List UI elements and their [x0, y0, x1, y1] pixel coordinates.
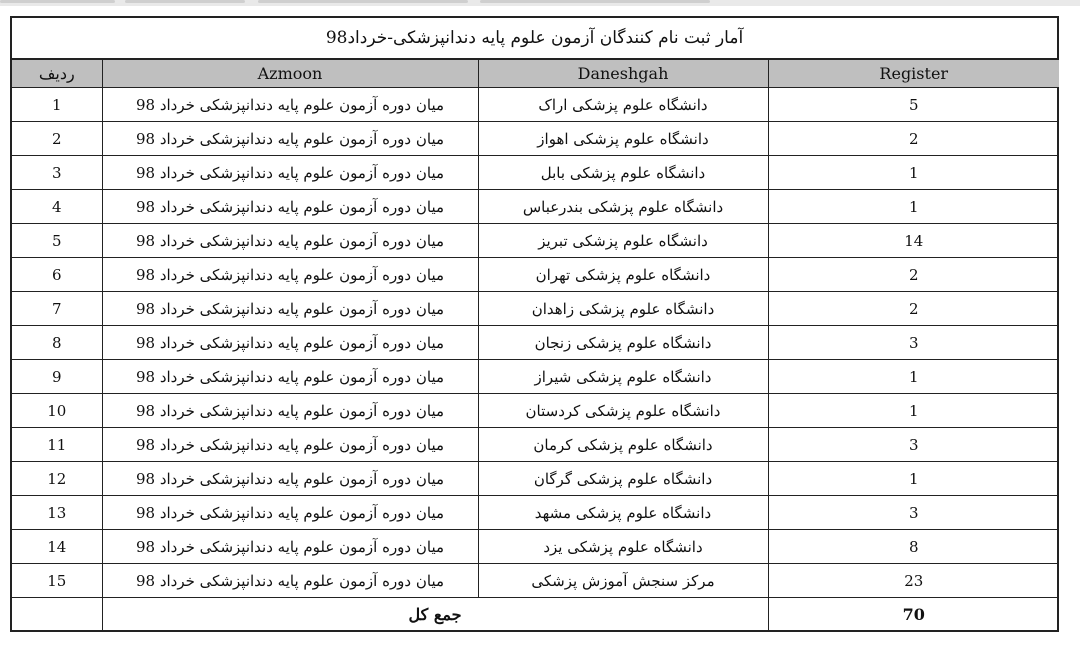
cell-radif: 2 [12, 122, 102, 156]
cell-radif: 8 [12, 326, 102, 360]
cell-azmoon: میان دوره آزمون علوم پایه دندانپزشکی خرداد 98 [102, 394, 478, 428]
cell-radif: 5 [12, 224, 102, 258]
cell-azmoon: میان دوره آزمون علوم پایه دندانپزشکی خرداد 98 [102, 564, 478, 598]
cell-register: 3 [768, 428, 1059, 462]
cell-azmoon: میان دوره آزمون علوم پایه دندانپزشکی خرداد 98 [102, 190, 478, 224]
registration-stats-sheet [10, 16, 1059, 632]
cell-daneshgah: دانشگاه علوم پزشکی تبریز [478, 224, 768, 258]
table-row [12, 122, 1059, 156]
column-header-radif: ردیف [12, 60, 102, 88]
cell-daneshgah: دانشگاه علوم پزشکی گرگان [478, 462, 768, 496]
cell-daneshgah: دانشگاه علوم پزشکی یزد [478, 530, 768, 564]
cell-register: 8 [768, 530, 1059, 564]
total-value: 70 [768, 598, 1059, 632]
cell-daneshgah: دانشگاه علوم پزشکی زنجان [478, 326, 768, 360]
table-row [12, 258, 1059, 292]
cell-azmoon: میان دوره آزمون علوم پایه دندانپزشکی خرداد 98 [102, 326, 478, 360]
cell-daneshgah: دانشگاه علوم پزشکی شیراز [478, 360, 768, 394]
cell-register: 14 [768, 224, 1059, 258]
table-row [12, 292, 1059, 326]
cell-register: 1 [768, 394, 1059, 428]
cell-radif: 13 [12, 496, 102, 530]
cell-daneshgah: مرکز سنجش آموزش پزشکی [478, 564, 768, 598]
cell-radif: 15 [12, 564, 102, 598]
table-row [12, 428, 1059, 462]
cell-azmoon: میان دوره آزمون علوم پایه دندانپزشکی خرداد 98 [102, 360, 478, 394]
table-row [12, 360, 1059, 394]
cell-radif: 3 [12, 156, 102, 190]
table-row [12, 224, 1059, 258]
cell-radif: 11 [12, 428, 102, 462]
registration-table [12, 60, 1059, 631]
cell-azmoon: میان دوره آزمون علوم پایه دندانپزشکی خرداد 98 [102, 88, 478, 122]
cell-register: 2 [768, 292, 1059, 326]
total-empty-cell [12, 598, 102, 632]
strip-segment [0, 0, 115, 3]
cell-azmoon: میان دوره آزمون علوم پایه دندانپزشکی خرداد 98 [102, 292, 478, 326]
column-header-azmoon: Azmoon [102, 60, 478, 88]
cell-daneshgah: دانشگاه علوم پزشکی اراک [478, 88, 768, 122]
cell-azmoon: میان دوره آزمون علوم پایه دندانپزشکی خرداد 98 [102, 258, 478, 292]
table-row [12, 190, 1059, 224]
table-row [12, 326, 1059, 360]
cell-azmoon: میان دوره آزمون علوم پایه دندانپزشکی خرداد 98 [102, 462, 478, 496]
table-title: آمار ثبت نام کنندگان آزمون علوم پایه دندانپزشکی-خرداد98 [12, 18, 1057, 60]
cell-daneshgah: دانشگاه علوم پزشکی کرمان [478, 428, 768, 462]
cell-azmoon: میان دوره آزمون علوم پایه دندانپزشکی خرداد 98 [102, 496, 478, 530]
cell-daneshgah: دانشگاه علوم پزشکی کردستان [478, 394, 768, 428]
cell-register: 5 [768, 88, 1059, 122]
cell-register: 1 [768, 156, 1059, 190]
table-row [12, 462, 1059, 496]
cell-register: 1 [768, 190, 1059, 224]
cell-register: 23 [768, 564, 1059, 598]
cell-radif: 14 [12, 530, 102, 564]
top-strip [0, 0, 1080, 6]
cell-daneshgah: دانشگاه علوم پزشکی مشهد [478, 496, 768, 530]
table-row [12, 530, 1059, 564]
strip-segment [480, 0, 710, 3]
table-row [12, 564, 1059, 598]
cell-radif: 6 [12, 258, 102, 292]
table-row [12, 496, 1059, 530]
cell-radif: 12 [12, 462, 102, 496]
cell-register: 3 [768, 496, 1059, 530]
cell-azmoon: میان دوره آزمون علوم پایه دندانپزشکی خرداد 98 [102, 122, 478, 156]
table-row [12, 88, 1059, 122]
cell-azmoon: میان دوره آزمون علوم پایه دندانپزشکی خرداد 98 [102, 428, 478, 462]
strip-segment [258, 0, 468, 3]
total-row [12, 598, 1059, 632]
cell-daneshgah: دانشگاه علوم پزشکی تهران [478, 258, 768, 292]
column-header-daneshgah: Daneshgah [478, 60, 768, 88]
cell-azmoon: میان دوره آزمون علوم پایه دندانپزشکی خرداد 98 [102, 156, 478, 190]
cell-register: 2 [768, 122, 1059, 156]
cell-radif: 7 [12, 292, 102, 326]
total-label: جمع کل [102, 598, 768, 632]
header-row [12, 60, 1059, 88]
column-header-register: Register [768, 60, 1059, 88]
cell-azmoon: میان دوره آزمون علوم پایه دندانپزشکی خرداد 98 [102, 530, 478, 564]
cell-register: 1 [768, 462, 1059, 496]
cell-radif: 1 [12, 88, 102, 122]
strip-segment [125, 0, 245, 3]
cell-daneshgah: دانشگاه علوم پزشکی زاهدان [478, 292, 768, 326]
cell-azmoon: میان دوره آزمون علوم پایه دندانپزشکی خرداد 98 [102, 224, 478, 258]
cell-register: 3 [768, 326, 1059, 360]
table-row [12, 394, 1059, 428]
table-row [12, 156, 1059, 190]
cell-register: 2 [768, 258, 1059, 292]
cell-radif: 10 [12, 394, 102, 428]
cell-radif: 9 [12, 360, 102, 394]
cell-register: 1 [768, 360, 1059, 394]
cell-daneshgah: دانشگاه علوم پزشکی اهواز [478, 122, 768, 156]
cell-radif: 4 [12, 190, 102, 224]
cell-daneshgah: دانشگاه علوم پزشکی بندرعباس [478, 190, 768, 224]
table-body [12, 88, 1059, 598]
cell-daneshgah: دانشگاه علوم پزشکی بابل [478, 156, 768, 190]
